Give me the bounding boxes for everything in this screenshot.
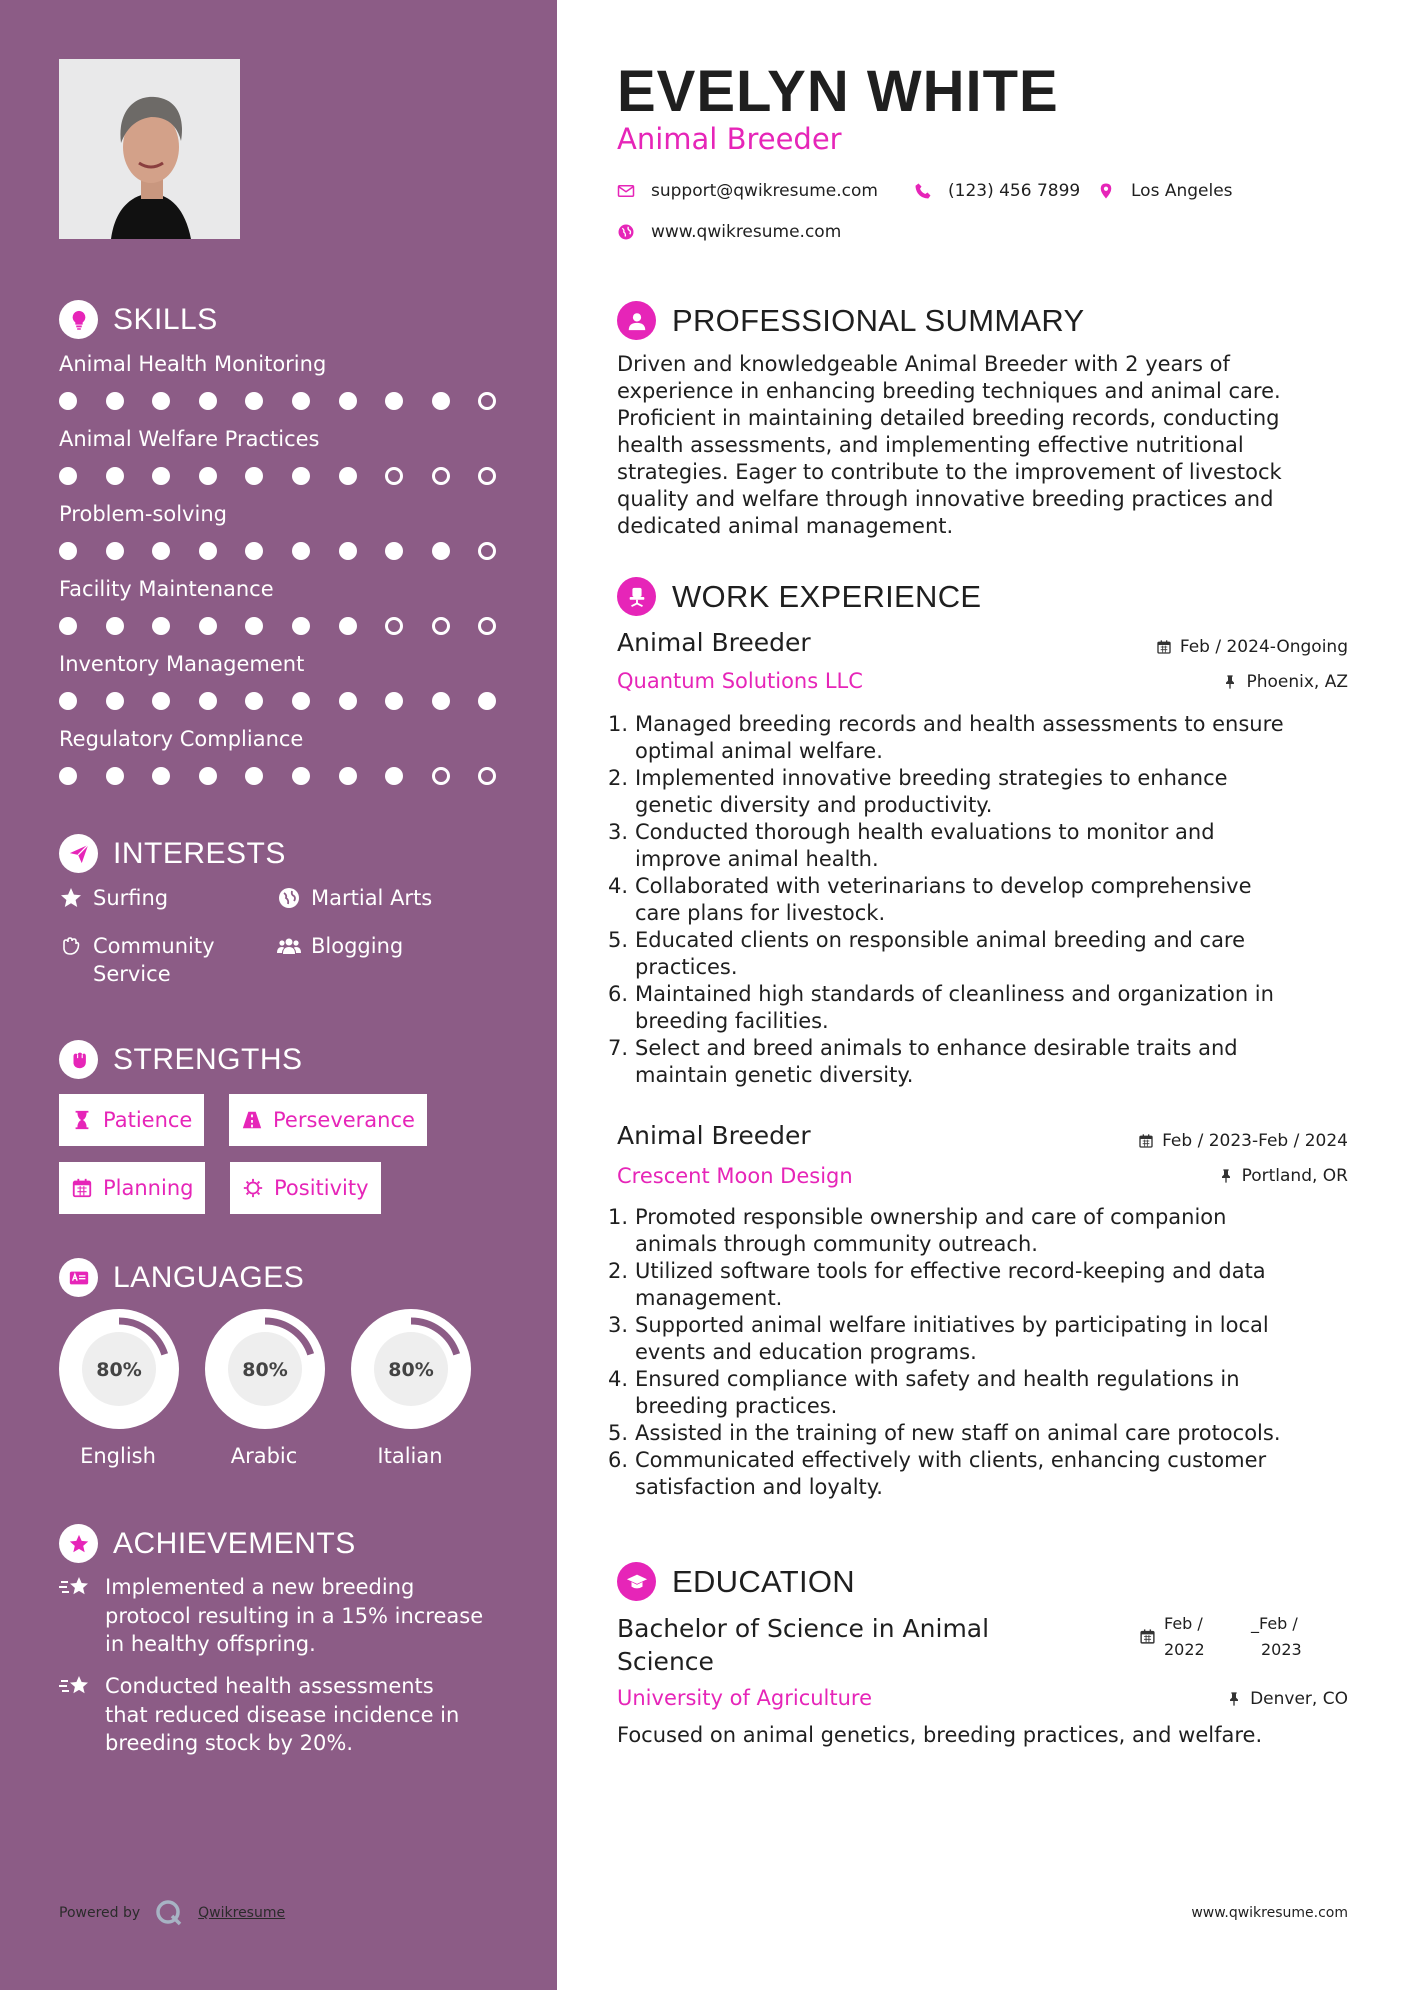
skill-dot-filled (59, 617, 77, 635)
summary-text: Driven and knowledgeable Animal Breeder with 2 years of experience in enhancing breeding techniques and animal care. Proficient in maintaining detailed breeding records, conducting health assessments, and implementing effective nutritional strategies. Eager to contribute to the improvement of livestock quality and welfare through innovative breeding practices and dedicated animal management. (617, 352, 1282, 538)
pushpin-icon (1226, 1691, 1242, 1707)
skill-dot-filled (292, 617, 310, 635)
duty-number: 3. (608, 1313, 629, 1337)
duty-text: care plans for livestock. (635, 901, 886, 925)
pushpin-icon (1218, 1168, 1234, 1184)
language-proficiency-ring (58, 1308, 180, 1430)
skill-dot-empty (432, 617, 450, 635)
duty-item (608, 927, 1353, 954)
strength-label: Planning (103, 1176, 194, 1200)
skill-dot-empty (385, 617, 403, 635)
website-text: www.qwikresume.com (651, 222, 842, 242)
duty-text: maintain genetic diversity. (635, 1063, 914, 1087)
strength-badge (59, 1162, 205, 1214)
achievement-item (59, 1573, 499, 1659)
skill-dot-filled (152, 392, 170, 410)
qwikresume-link[interactable]: Qwikresume (198, 1905, 286, 1921)
experience-heading (617, 577, 981, 616)
skill-item (59, 427, 509, 485)
job-company: Quantum Solutions LLC (617, 669, 863, 693)
duty-number: 1. (608, 1205, 629, 1229)
duty-continuation (608, 1474, 1353, 1501)
skill-dot-filled (339, 692, 357, 710)
globe-icon (617, 223, 635, 241)
duty-item (608, 1420, 1353, 1447)
star-badge-icon (59, 1524, 98, 1563)
duty-text: Supported animal welfare initiatives by participating in local (635, 1313, 1269, 1337)
job-dates (1156, 637, 1348, 657)
globe-icon (277, 886, 301, 910)
skill-item (59, 727, 509, 785)
skill-dot-filled (245, 542, 263, 560)
location-text: Los Angeles (1131, 181, 1233, 201)
interest-label: Martial Arts (311, 886, 433, 910)
skill-item (59, 652, 509, 710)
strengths-heading (59, 1040, 303, 1079)
fist-icon (59, 1040, 98, 1079)
skill-rating (59, 617, 509, 635)
duty-text: Utilized software tools for effective record-keeping and data (635, 1259, 1266, 1283)
phone-text: (123) 456 7899 (948, 181, 1081, 201)
language-proficiency-ring (204, 1308, 326, 1430)
envelope-icon (617, 182, 635, 200)
skill-item (59, 502, 509, 560)
duty-text: Educated clients on responsible animal breeding and care (635, 928, 1246, 952)
skill-dot-empty (432, 767, 450, 785)
profile-photo-image (59, 59, 240, 239)
skill-dot-filled (152, 617, 170, 635)
job-dates-text: Feb / 2023-Feb / 2024 (1162, 1131, 1348, 1151)
education-start-date: Feb / 2022 (1164, 1614, 1205, 1659)
job-title: Animal Breeder (617, 122, 842, 156)
hand-icon (59, 934, 83, 958)
skill-dot-filled (339, 467, 357, 485)
achievements-heading (59, 1524, 356, 1563)
interest-label: Blogging (311, 934, 404, 958)
skill-dot-filled (59, 767, 77, 785)
interest-item (277, 932, 403, 960)
skill-dot-filled (199, 392, 217, 410)
duty-continuation (608, 954, 1353, 981)
job-location (1218, 1166, 1348, 1186)
paper-plane-icon (59, 834, 98, 873)
sidebar (0, 0, 557, 1990)
interest-item (277, 884, 432, 912)
powered-by-label: Powered by (59, 1905, 141, 1921)
skill-dot-filled (152, 467, 170, 485)
duty-continuation (608, 738, 1353, 765)
duty-text: Conducted thorough health evaluations to monitor and (635, 820, 1215, 844)
skill-dot-filled (199, 617, 217, 635)
duty-text: Maintained high standards of cleanliness and organization in (635, 982, 1274, 1006)
duty-number: 7. (608, 1036, 629, 1060)
skill-dot-filled (245, 392, 263, 410)
job-dates (1138, 1131, 1348, 1151)
pushpin-icon (1222, 674, 1238, 690)
candidate-name: EVELYN WHITE (617, 59, 1059, 124)
skill-item (59, 577, 509, 635)
skill-dot-filled (339, 542, 357, 560)
interests-heading-text: INTERESTS (113, 836, 286, 870)
duty-continuation (608, 1231, 1353, 1258)
skill-dot-filled (339, 392, 357, 410)
skill-name: Problem-solving (59, 502, 227, 526)
lightbulb-icon (59, 300, 98, 339)
duty-text: practices. (635, 955, 738, 979)
skill-dot-filled (385, 542, 403, 560)
duty-text: satisfaction and loyalty. (635, 1475, 883, 1499)
duty-item (608, 1258, 1353, 1285)
education-school: University of Agriculture (617, 1686, 873, 1710)
education-description: Focused on animal genetics, breeding practices, and welfare. (617, 1723, 1263, 1747)
language-name: Arabic (230, 1444, 298, 1468)
duty-number: 1. (608, 712, 629, 736)
skill-dot-filled (245, 617, 263, 635)
skill-dot-filled (292, 542, 310, 560)
duty-text: optimal animal welfare. (635, 739, 883, 763)
education-heading (617, 1562, 855, 1601)
skill-dot-filled (106, 767, 124, 785)
office-chair-icon (617, 577, 656, 616)
skill-dot-filled (106, 542, 124, 560)
skill-rating (59, 467, 509, 485)
duty-continuation (608, 900, 1353, 927)
skill-dot-empty (385, 467, 403, 485)
skill-dot-filled (292, 767, 310, 785)
user-icon (617, 301, 656, 340)
language-name: English (80, 1444, 156, 1468)
skill-dot-filled (199, 542, 217, 560)
skill-name: Inventory Management (59, 652, 305, 676)
skill-dot-filled (199, 467, 217, 485)
duty-item (608, 1035, 1353, 1062)
experience-heading-text: WORK EXPERIENCE (672, 578, 982, 614)
duty-continuation (608, 1339, 1353, 1366)
duty-number: 2. (608, 1259, 629, 1283)
skill-dot-filled (245, 767, 263, 785)
calendar-icon (1139, 1628, 1156, 1645)
language-name: Italian (377, 1444, 443, 1468)
sun-icon (242, 1177, 264, 1199)
skill-dot-filled (478, 692, 496, 710)
skill-dot-empty (478, 767, 496, 785)
skill-item (59, 352, 509, 410)
powered-by (59, 1898, 285, 1928)
interests-heading (59, 834, 286, 873)
skill-dot-filled (292, 392, 310, 410)
skill-dot-filled (59, 692, 77, 710)
skill-dot-empty (478, 392, 496, 410)
education-location-text: Denver, CO (1250, 1689, 1348, 1709)
skill-dot-filled (199, 767, 217, 785)
duty-number: 5. (608, 928, 629, 952)
education-heading-text: EDUCATION (672, 1563, 855, 1599)
duty-text: breeding facilities. (635, 1009, 829, 1033)
skill-dot-filled (59, 392, 77, 410)
duty-item (608, 1366, 1353, 1393)
duty-number: 5. (608, 1421, 629, 1445)
skill-dot-filled (245, 467, 263, 485)
duty-item (608, 1447, 1353, 1474)
duty-text: Promoted responsible ownership and care of companion (635, 1205, 1227, 1229)
duty-item (608, 873, 1353, 900)
languages-heading (59, 1258, 304, 1297)
duty-text: events and education programs. (635, 1340, 977, 1364)
skill-name: Regulatory Compliance (59, 727, 304, 751)
duty-text: Ensured compliance with safety and health regulations in (635, 1367, 1240, 1391)
skill-dot-filled (432, 692, 450, 710)
skill-dot-filled (339, 767, 357, 785)
skill-dot-filled (292, 467, 310, 485)
duty-text: Assisted in the training of new staff on animal care protocols. (635, 1421, 1281, 1445)
language-item (350, 1308, 470, 1468)
skill-dot-empty (478, 467, 496, 485)
languages-heading-text: LANGUAGES (113, 1260, 305, 1294)
shooting-star-icon (59, 1573, 93, 1603)
strength-badge (229, 1094, 427, 1146)
interest-label: Surfing (93, 886, 169, 910)
skill-dot-filled (385, 767, 403, 785)
skill-dot-filled (245, 692, 263, 710)
interest-label: Community Service (93, 934, 215, 986)
language-percent: 80% (96, 1359, 142, 1381)
skills-heading (59, 300, 218, 339)
contact-location (1097, 181, 1233, 201)
duty-text: breeding practices. (635, 1394, 838, 1418)
skill-dot-filled (339, 617, 357, 635)
duty-continuation (608, 792, 1353, 819)
duty-number: 6. (608, 1448, 629, 1472)
duty-item (608, 765, 1353, 792)
calendar-icon (1138, 1133, 1154, 1149)
language-percent: 80% (388, 1359, 434, 1381)
language-percent: 80% (242, 1359, 288, 1381)
job-location-text: Phoenix, AZ (1246, 672, 1348, 692)
skill-name: Facility Maintenance (59, 577, 274, 601)
job-dates-text: Feb / 2024-Ongoing (1179, 637, 1348, 657)
email-text: support@qwikresume.com (651, 181, 878, 201)
achievements-heading-text: ACHIEVEMENTS (113, 1526, 356, 1560)
skill-dot-filled (385, 692, 403, 710)
language-item (58, 1308, 178, 1468)
job-company: Crescent Moon Design (617, 1164, 853, 1188)
contact-website[interactable] (617, 222, 841, 242)
skill-dot-filled (59, 542, 77, 560)
duty-text: improve animal health. (635, 847, 879, 871)
footer-website[interactable]: www.qwikresume.com (1191, 1905, 1348, 1921)
strengths-heading-text: STRENGTHS (113, 1042, 303, 1076)
strength-label: Perseverance (273, 1108, 415, 1132)
skill-name: Animal Welfare Practices (59, 427, 320, 451)
duty-text: animals through community outreach. (635, 1232, 1038, 1256)
contact-phone[interactable] (914, 181, 1080, 201)
interest-item (59, 932, 259, 988)
job-location (1222, 672, 1348, 692)
skill-name: Animal Health Monitoring (59, 352, 327, 376)
map-pin-icon (1097, 182, 1115, 200)
duty-continuation (608, 846, 1353, 873)
skill-rating (59, 767, 509, 785)
duty-item (608, 981, 1353, 1008)
strength-badge (230, 1162, 381, 1214)
duty-continuation (608, 1285, 1353, 1312)
duty-text: Implemented innovative breeding strategies to enhance (635, 766, 1228, 790)
duty-item (608, 1204, 1353, 1231)
strength-label: Patience (103, 1108, 193, 1132)
achievement-text: Conducted health assessments that reduced disease incidence in breeding stock by 20%. (105, 1674, 460, 1755)
job-location-text: Portland, OR (1241, 1166, 1348, 1186)
education-end-date: _Feb / 2023 (1251, 1614, 1302, 1659)
skill-dot-filled (106, 467, 124, 485)
duty-number: 2. (608, 766, 629, 790)
skill-dot-filled (432, 392, 450, 410)
skill-dot-empty (478, 617, 496, 635)
shooting-star-icon (59, 1672, 93, 1702)
duty-continuation (608, 1393, 1353, 1420)
users-icon (277, 934, 301, 958)
skill-dot-filled (106, 617, 124, 635)
calendar-icon (71, 1177, 93, 1199)
duty-text: Communicated effectively with clients, enhancing customer (635, 1448, 1267, 1472)
contact-email[interactable] (617, 181, 878, 201)
calendar-icon (1156, 639, 1172, 655)
skill-dot-filled (432, 542, 450, 560)
job-position: Animal Breeder (617, 628, 811, 657)
skill-rating (59, 692, 509, 710)
skill-dot-filled (152, 692, 170, 710)
duty-continuation (608, 1062, 1353, 1089)
profile-photo (59, 59, 240, 239)
duty-text: Select and breed animals to enhance desirable traits and (635, 1036, 1238, 1060)
road-icon (241, 1109, 263, 1131)
duty-item (608, 1312, 1353, 1339)
strength-label: Positivity (274, 1176, 369, 1200)
qwikresume-logo-icon (154, 1898, 184, 1928)
graduation-cap-icon (617, 1562, 656, 1601)
achievement-text: Implemented a new breeding protocol resulting in a 15% increase in healthy offspring. (105, 1575, 484, 1656)
skill-rating (59, 392, 509, 410)
language-proficiency-ring (350, 1308, 472, 1430)
summary-heading (617, 301, 1085, 340)
skill-dot-filled (59, 467, 77, 485)
summary-heading-text: PROFESSIONAL SUMMARY (672, 302, 1085, 338)
job-duties-list (608, 711, 1353, 1089)
duty-item (608, 711, 1353, 738)
phone-icon (914, 182, 932, 200)
duty-item (608, 819, 1353, 846)
duty-number: 6. (608, 982, 629, 1006)
education-degree: Bachelor of Science in Animal Science (617, 1614, 990, 1676)
duty-number: 3. (608, 820, 629, 844)
skill-dot-filled (106, 692, 124, 710)
duty-text: management. (635, 1286, 783, 1310)
skill-dot-filled (152, 767, 170, 785)
language-item (204, 1308, 324, 1468)
hourglass-icon (71, 1109, 93, 1131)
language-card-icon (59, 1258, 98, 1297)
skill-dot-filled (199, 692, 217, 710)
duty-number: 4. (608, 874, 629, 898)
skill-dot-filled (106, 392, 124, 410)
duty-text: genetic diversity and productivity. (635, 793, 993, 817)
interest-item (59, 884, 168, 912)
skills-heading-text: SKILLS (113, 302, 218, 336)
skill-dot-filled (292, 692, 310, 710)
skill-dot-empty (478, 542, 496, 560)
duty-text: Managed breeding records and health assessments to ensure (635, 712, 1284, 736)
job-duties-list (608, 1204, 1353, 1501)
skill-dot-filled (152, 542, 170, 560)
education-location (1226, 1689, 1348, 1709)
duty-text: Collaborated with veterinarians to develop comprehensive (635, 874, 1252, 898)
duty-continuation (608, 1008, 1353, 1035)
skill-dot-filled (385, 392, 403, 410)
skill-dot-empty (432, 467, 450, 485)
skill-rating (59, 542, 509, 560)
job-position: Animal Breeder (617, 1121, 811, 1150)
duty-number: 4. (608, 1367, 629, 1391)
star-icon (59, 886, 83, 910)
strength-badge (59, 1094, 204, 1146)
achievement-item (59, 1672, 499, 1758)
